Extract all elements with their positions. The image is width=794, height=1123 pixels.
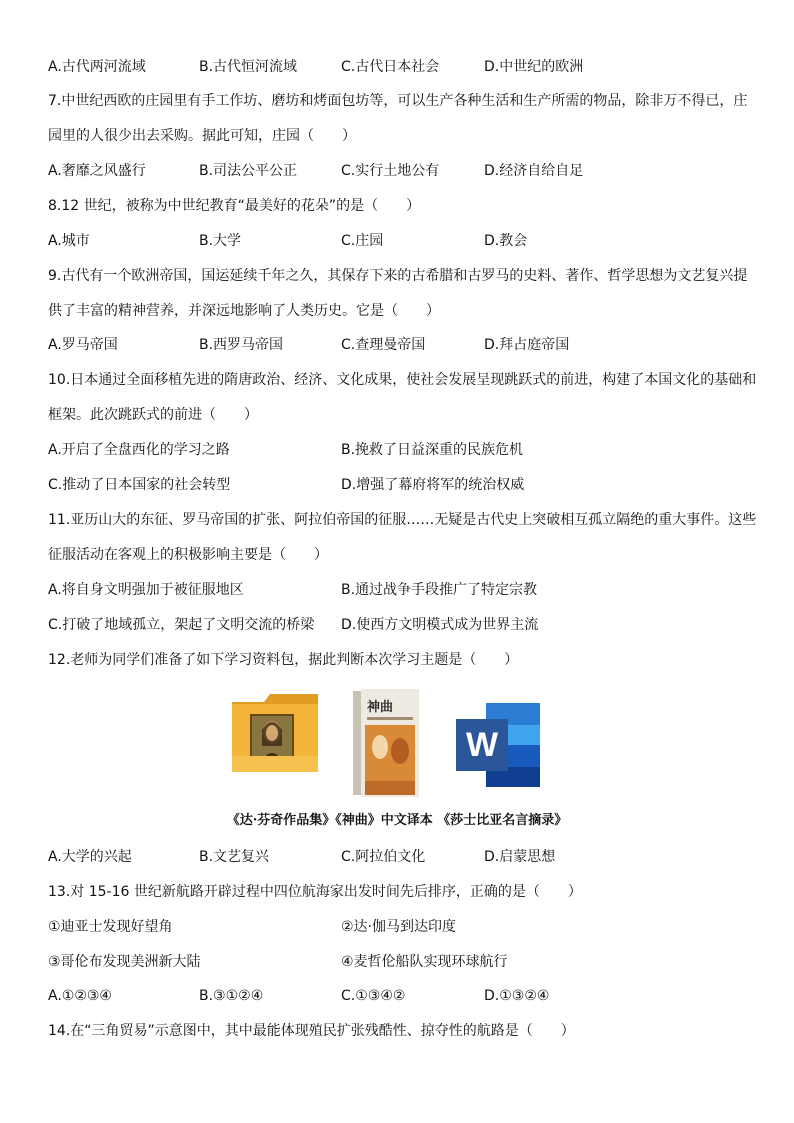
q13-event-2: ②达·伽马到达印度 — [341, 919, 457, 935]
q9-option-a[interactable]: A.罗马帝国 — [48, 337, 118, 353]
q11-stem-line2: 征服活动在客观上的积极影响主要是（ ） — [48, 547, 328, 563]
q7-option-b[interactable]: B.司法公平公正 — [199, 163, 298, 179]
q6-option-a[interactable]: A.古代两河流域 — [48, 59, 146, 75]
q13-stem: 13.对 15-16 世纪新航路开辟过程中四位航海家出发时间先后排序，正确的是（ ） — [48, 884, 582, 900]
q12-option-a[interactable]: A.大学的兴起 — [48, 849, 132, 865]
q13-event-3: ③哥伦布发现美洲新大陆 — [48, 954, 201, 970]
q13-event-4: ④麦哲伦船队实现环球航行 — [341, 954, 508, 970]
q11-option-d[interactable]: D.使西方文明模式成为世界主流 — [341, 617, 539, 633]
q9-option-b[interactable]: B.西罗马帝国 — [199, 337, 284, 353]
q13-option-a[interactable]: A.①②③④ — [48, 988, 112, 1004]
q9-stem-line2: 供了丰富的精神营养，并深远地影响了人类历史。它是（ ） — [48, 303, 440, 319]
q7-option-a[interactable]: A.奢靡之风盛行 — [48, 163, 146, 179]
q10-stem-line1: 10.日本通过全面移植先进的隋唐政治、经济、文化成果，使社会发展呈现跳跃式的前进，构建了本国文化的基础和 — [48, 372, 757, 388]
q9-option-c[interactable]: C.查理曼帝国 — [341, 337, 426, 353]
q13-option-b[interactable]: B.③①②④ — [199, 988, 264, 1004]
q8-option-d[interactable]: D.教会 — [484, 233, 528, 249]
q7-option-d[interactable]: D.经济自给自足 — [484, 163, 584, 179]
q11-option-b[interactable]: B.通过战争手段推广了特定宗教 — [341, 582, 538, 598]
q8-option-c[interactable]: C.庄园 — [341, 233, 384, 249]
q14-stem: 14.在“三角贸易”示意图中，其中最能体现殖民扩张残酷性、掠夺性的航路是（ ） — [48, 1023, 575, 1039]
q13-event-1: ①迪亚士发现好望角 — [48, 919, 173, 935]
q13-option-c[interactable]: C.①③④② — [341, 988, 406, 1004]
q10-stem-line2: 框架。此次跳跃式的前进（ ） — [48, 407, 258, 423]
q12-option-b[interactable]: B.文艺复兴 — [199, 849, 270, 865]
book-cover-image — [353, 689, 419, 797]
q6-option-b[interactable]: B.古代恒河流域 — [199, 59, 298, 75]
q13-option-d[interactable]: D.①③②④ — [484, 988, 550, 1004]
q12-option-c[interactable]: C.阿拉伯文化 — [341, 849, 426, 865]
q8-stem: 8.12 世纪，被称为中世纪教育“最美好的花朵”的是（ ） — [48, 198, 421, 214]
q10-option-a[interactable]: A.开启了全盘西化的学习之路 — [48, 442, 230, 458]
q6-option-d[interactable]: D.中世纪的欧洲 — [484, 59, 584, 75]
book-title: 神曲 — [367, 700, 394, 715]
q9-stem-line1: 9.古代有一个欧洲帝国，国运延续千年之久，其保存下来的古希腊和古罗马的史料、著作、哲学思想为文艺复兴提 — [48, 268, 748, 284]
q11-option-a[interactable]: A.将自身文明强加于被征服地区 — [48, 582, 244, 598]
q11-stem-line1: 11.亚历山大的东征、罗马帝国的扩张、阿拉伯帝国的征服……无疑是古代史上突破相互孤立隔绝的重大事件。这些 — [48, 512, 757, 528]
q10-option-d[interactable]: D.增强了幕府将军的统治权威 — [341, 477, 525, 493]
q8-option-b[interactable]: B.大学 — [199, 233, 242, 249]
word-letter: W — [466, 726, 499, 764]
q10-option-c[interactable]: C.推动了日本国家的社会转型 — [48, 477, 231, 493]
folder-icon — [228, 690, 322, 776]
q10-option-b[interactable]: B.挽救了日益深重的民族危机 — [341, 442, 524, 458]
q12-stem: 12.老师为同学们准备了如下学习资料包，据此判断本次学习主题是（ ） — [48, 652, 519, 668]
q12-caption: 《达·芬奇作品集》《神曲》中文译本 《莎士比亚名言摘录》 — [226, 813, 568, 828]
q11-option-c[interactable]: C.打破了地域孤立，架起了文明交流的桥梁 — [48, 617, 315, 633]
q12-option-d[interactable]: D.启蒙思想 — [484, 849, 556, 865]
q8-option-a[interactable]: A.城市 — [48, 233, 90, 249]
q7-stem-line2: 园里的人很少出去采购。据此可知，庄园（ ） — [48, 128, 356, 144]
q9-option-d[interactable]: D.拜占庭帝国 — [484, 337, 570, 353]
q7-stem-line1: 7.中世纪西欧的庄园里有手工作坊、磨坊和烤面包坊等，可以生产各种生活和生产所需的物品，除非万不得已，庄 — [48, 93, 748, 109]
word-document-icon — [456, 697, 540, 793]
q6-option-c[interactable]: C.古代日本社会 — [341, 59, 440, 75]
q7-option-c[interactable]: C.实行土地公有 — [341, 163, 440, 179]
